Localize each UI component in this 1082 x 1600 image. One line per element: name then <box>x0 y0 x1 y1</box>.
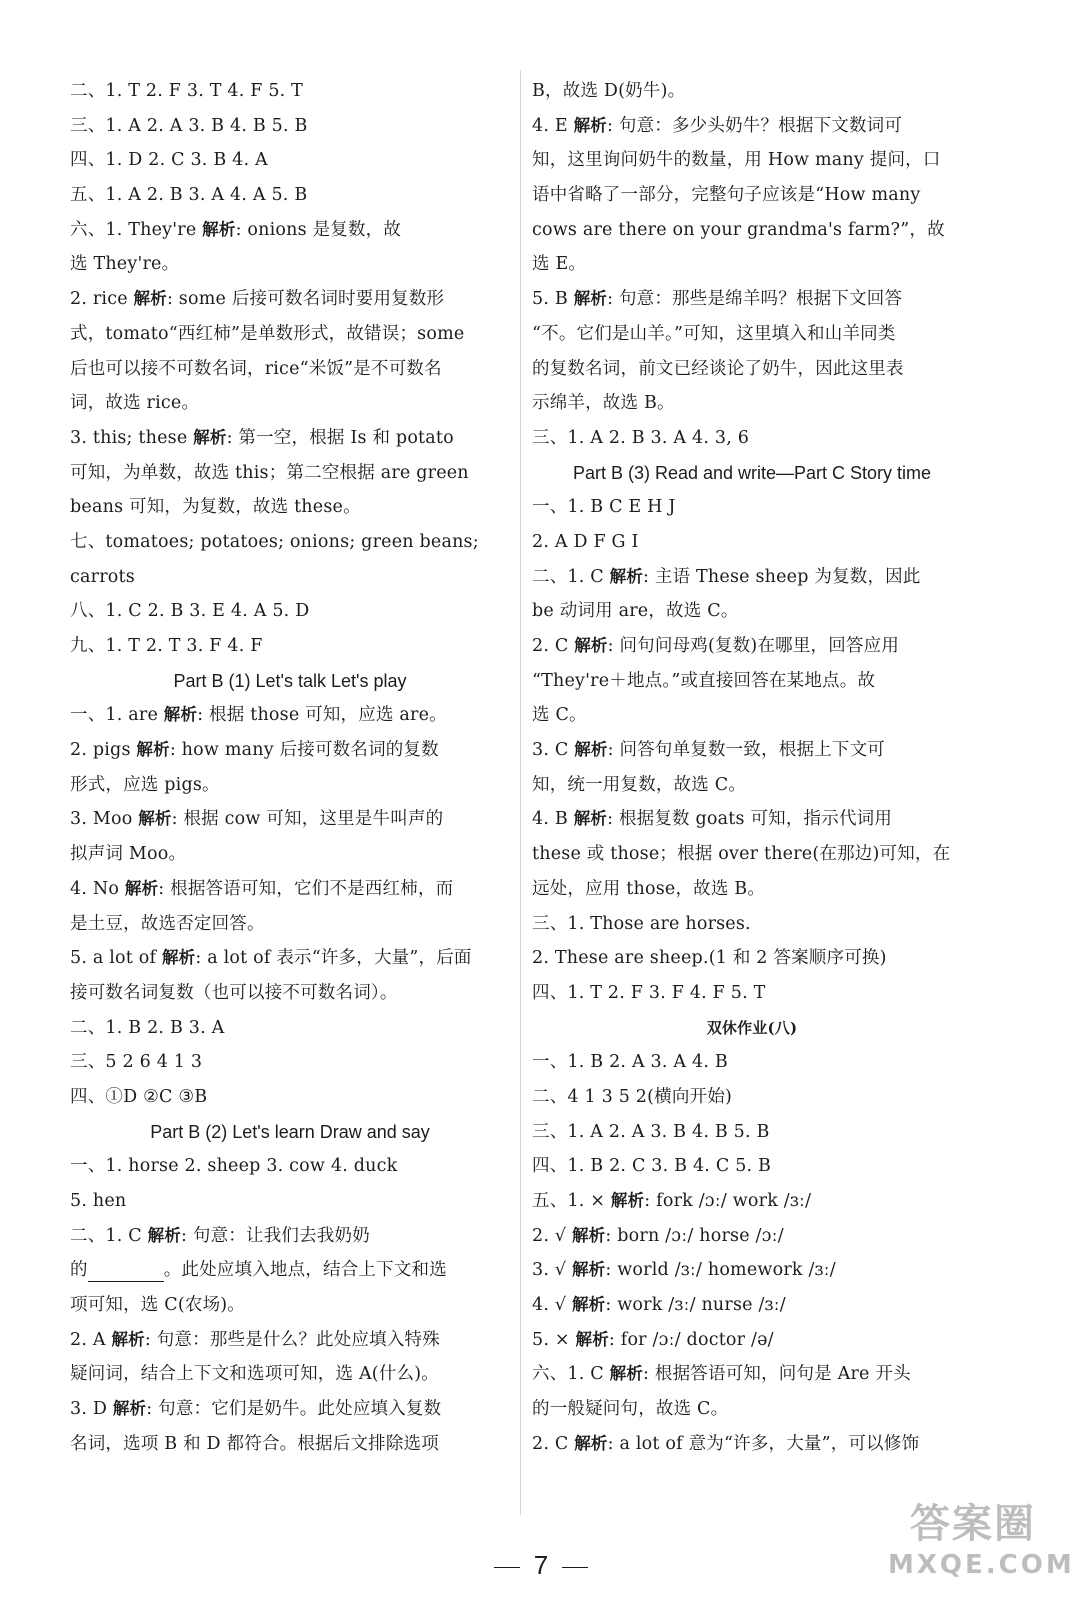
answer-line <box>532 1219 972 1254</box>
analysis-text: : 句意：那些是什么？此处应填入特殊 <box>144 1329 440 1350</box>
answer-line: 2. These are sheep.(1 和 2 答案顺序可换) <box>532 948 887 969</box>
answer-text: 4. No <box>70 878 125 899</box>
answer-text: 二、1. C <box>532 566 610 587</box>
answer-line: 三、1. Those are horses. <box>532 913 751 934</box>
answer-line: B，故选 D(奶牛)。 <box>532 81 686 101</box>
answer-line: 八、1. C 2. B 3. E 4. A 5. D <box>70 601 310 622</box>
answer-line: 选 E。 <box>532 254 587 275</box>
analysis-text: : how many 后接可数名词的复数 <box>169 740 439 761</box>
answer-line <box>70 421 510 456</box>
answer-line: 的复数名词，前文已经谈论了奶牛，因此这里表 <box>532 358 904 379</box>
answer-text: 2. pigs <box>70 740 137 761</box>
answer-text: 3. C <box>532 740 575 761</box>
answer-line <box>532 1427 972 1462</box>
answer-line <box>532 282 972 317</box>
answer-text: 2. A <box>70 1329 112 1350</box>
answer-line: 的一般疑问句，故选 C。 <box>532 1399 729 1420</box>
answer-line: 一、1. B C E H J <box>532 497 676 518</box>
answer-line <box>70 213 510 248</box>
answer-line: 四、①D ②C ③B <box>70 1086 208 1107</box>
analysis-text: : onions 是复数，故 <box>235 219 402 240</box>
answer-line: cows are there on your grandma's farm?”，故 <box>532 219 945 240</box>
answer-line: 2. A D F G I <box>532 531 639 552</box>
answer-line <box>532 1323 972 1358</box>
answer-line: 四、1. D 2. C 3. B 4. A <box>70 150 268 171</box>
answer-text: 一、1. are <box>70 705 164 726</box>
answer-line: 项可知，选 C(农场)。 <box>70 1295 246 1316</box>
analysis-label: 解析 <box>571 1260 606 1280</box>
answer-line <box>70 941 510 976</box>
analysis-label: 解析 <box>573 809 608 829</box>
answer-line: 词，故选 rice。 <box>70 393 200 414</box>
analysis-label: 解析 <box>573 289 608 309</box>
answer-line <box>532 629 972 664</box>
answer-line: 三、1. A 2. A 3. B 4. B 5. B <box>532 1121 770 1142</box>
answer-line <box>532 802 972 837</box>
answer-text: 4. E <box>532 115 574 136</box>
analysis-text: : a lot of 意为“许多，大量”，可以修饰 <box>607 1433 920 1454</box>
analysis-text: : work /ɜː/ nurse /ɜː/ <box>605 1295 786 1316</box>
section-heading: Part B (3) Read and write—Part C Story time <box>572 462 932 483</box>
answer-line: “不。它们是山羊。”可知，这里填入和山羊同类 <box>532 323 896 344</box>
answer-line: 五、1. A 2. B 3. A 4. A 5. B <box>70 185 308 206</box>
column-divider <box>520 70 521 1515</box>
right-column <box>532 74 972 1462</box>
answer-line: 选 C。 <box>532 705 587 726</box>
analysis-label: 解析 <box>136 740 170 760</box>
analysis-text: : 问答句单复数一致，根据上下文可 <box>607 740 885 761</box>
answer-line <box>532 1357 972 1392</box>
analysis-label: 解析 <box>609 566 644 586</box>
analysis-label: 解析 <box>193 427 227 447</box>
analysis-text: : world /ɜː/ homework /ɜː/ <box>605 1260 836 1281</box>
answer-line: 二、1. B 2. B 3. A <box>70 1017 225 1038</box>
answer-line <box>532 109 972 144</box>
answer-line <box>532 1184 972 1219</box>
answer-text: 3. this; these <box>70 427 194 448</box>
analysis-label: 解析 <box>133 289 167 309</box>
answer-line <box>70 1392 510 1427</box>
answer-line <box>532 1288 972 1323</box>
section-heading: 双休作业(八) <box>706 1018 798 1037</box>
answer-text: 六、1. They're <box>70 219 203 240</box>
answer-line <box>70 282 510 317</box>
analysis-label: 解析 <box>573 115 608 135</box>
answer-line: 后也可以接不可数名词，rice“米饭”是不可数名 <box>70 358 442 379</box>
answer-text: 3. Moo <box>70 809 139 830</box>
page-number: 7 <box>533 1550 549 1580</box>
answer-line <box>70 1253 510 1288</box>
answer-line: 四、1. B 2. C 3. B 4. C 5. B <box>532 1156 772 1177</box>
answer-line <box>70 802 510 837</box>
watermark-bottom-text: MXQE.COM <box>888 1550 1075 1580</box>
analysis-label: 解析 <box>161 948 196 968</box>
analysis-label: 解析 <box>571 1295 606 1315</box>
answer-line <box>70 1219 510 1254</box>
answer-line: beans 可知，为复数，故选 these。 <box>70 497 361 518</box>
analysis-label: 解析 <box>571 1225 606 1245</box>
answer-text: 3. √ <box>532 1260 572 1281</box>
answer-line: 九、1. T 2. T 3. F 4. F <box>70 636 263 656</box>
analysis-text: : 句意：让我们去我奶奶 <box>181 1225 370 1246</box>
answer-text: 二、1. C <box>70 1225 148 1246</box>
watermark-logo <box>888 1500 1075 1590</box>
answer-line: these 或 those；根据 over there(在那边)可知，在 <box>532 844 951 865</box>
analysis-text: : 句意：那些是绵羊吗？根据下文回答 <box>607 289 903 310</box>
section-heading: Part B (2) Let's learn Draw and say <box>150 1121 430 1142</box>
answer-text: 2. C <box>532 636 575 656</box>
analysis-text: : 根据复数 goats 可知，指示代词用 <box>607 809 893 830</box>
footer-dash-right <box>562 1567 588 1568</box>
answer-line: 七、tomatoes; potatoes; onions; green beans; <box>70 531 479 552</box>
analysis-text: : 根据 cow 可知，这里是牛叫声的 <box>171 809 444 830</box>
answer-line: 选 They're。 <box>70 254 180 275</box>
answer-line: be 动词用 are，故选 C。 <box>532 601 739 622</box>
analysis-text: : 句意：多少头奶牛？根据下文数词可 <box>607 115 903 136</box>
analysis-label: 解析 <box>574 1433 608 1453</box>
answer-line: 示绵羊，故选 B。 <box>532 393 675 414</box>
answer-text: 5. × <box>532 1329 576 1350</box>
analysis-text: : some 后接可数名词时要用复数形 <box>166 289 445 310</box>
answer-line: 式，tomato“西红柿”是单数形式，故错误；some <box>70 323 465 344</box>
analysis-label: 解析 <box>124 878 159 898</box>
section-heading: Part B (1) Let's talk Let's play <box>173 670 407 691</box>
analysis-label: 解析 <box>610 1191 645 1210</box>
analysis-label: 解析 <box>202 219 236 239</box>
analysis-label: 解析 <box>609 1364 644 1384</box>
answer-line: 接可数名词复数（也可以接不可数名词）。 <box>70 982 398 1003</box>
answer-line: 是土豆，故选否定回答。 <box>70 913 265 934</box>
answer-line: 三、1. A 2. B 3. A 4. 3, 6 <box>532 427 750 448</box>
analysis-label: 解析 <box>112 1399 147 1419</box>
analysis-label: 解析 <box>147 1225 182 1245</box>
answer-text: 4. √ <box>532 1295 572 1316</box>
answer-text: 2. √ <box>532 1225 572 1246</box>
answer-line: 拟声词 Moo。 <box>70 844 187 865</box>
answer-line: 语中省略了一部分，完整句子应该是“How many <box>532 185 921 206</box>
answer-line: 知，这里询问奶牛的数量，用 How many 提问，口 <box>532 150 941 171</box>
analysis-text: : a lot of 表示“许多，大量”，后面 <box>195 948 472 969</box>
analysis-label: 解析 <box>138 809 172 829</box>
answer-text: 2. rice <box>70 289 134 310</box>
answer-line: 疑问词，结合上下文和选项可知，选 A(什么)。 <box>70 1364 439 1385</box>
answer-line: 四、1. T 2. F 3. F 4. F 5. T <box>532 982 766 1003</box>
answer-line: 一、1. horse 2. sheep 3. cow 4. duck <box>70 1156 398 1177</box>
answer-line: carrots <box>70 566 135 587</box>
answer-line: 5. hen <box>70 1191 127 1211</box>
analysis-text: : 主语 These sheep 为复数，因此 <box>643 566 921 587</box>
analysis-text: : 根据答语可知，它们不是西红柿，而 <box>158 878 454 899</box>
answer-text: 五、1. × <box>532 1191 611 1211</box>
answer-text: 5. B <box>532 289 574 310</box>
fill-in-blank <box>88 1259 164 1282</box>
answer-line <box>70 698 510 733</box>
answer-text: 3. D <box>70 1399 113 1420</box>
answer-text: 4. B <box>532 809 574 830</box>
answer-line: 知，统一用复数，故选 C。 <box>532 774 747 795</box>
answer-line <box>532 1253 972 1288</box>
analysis-label: 解析 <box>574 740 608 760</box>
analysis-text: : for /ɔː/ doctor /ə/ <box>608 1329 774 1350</box>
analysis-text: : 根据答语可知，问句是 Are 开头 <box>643 1364 911 1385</box>
answer-line: 二、1. T 2. F 3. T 4. F 5. T <box>70 81 304 101</box>
answer-text: 2. C <box>532 1433 575 1454</box>
analysis-label: 解析 <box>163 705 198 725</box>
answer-text: 5. a lot of <box>70 948 162 969</box>
answer-line <box>70 733 510 768</box>
answer-line: 远处，应用 those，故选 B。 <box>532 878 766 899</box>
answer-line: 一、1. B 2. A 3. A 4. B <box>532 1052 728 1073</box>
analysis-text: : 问句问母鸡(复数)在哪里，回答应用 <box>607 636 900 656</box>
answer-line <box>70 1323 510 1358</box>
analysis-text: : 根据 those 可知，应选 are。 <box>197 705 447 726</box>
analysis-text: : 句意：它们是奶牛。此处应填入复数 <box>146 1399 442 1420</box>
answer-line <box>532 733 972 768</box>
answer-text: 六、1. C <box>532 1364 610 1385</box>
analysis-text: : born /ɔː/ horse /ɔː/ <box>605 1225 784 1246</box>
answer-line: “They're＋地点。”或直接回答在某地点。故 <box>532 670 876 691</box>
answer-line <box>70 872 510 907</box>
analysis-label: 解析 <box>575 1329 609 1349</box>
analysis-label: 解析 <box>574 636 608 655</box>
analysis-text: : fork /ɔː/ work /ɜː/ <box>644 1191 812 1211</box>
answer-line: 三、1. A 2. A 3. B 4. B 5. B <box>70 115 308 136</box>
watermark-top-text: 答案圈 <box>910 1501 1036 1547</box>
analysis-label: 解析 <box>111 1329 145 1349</box>
answer-line: 名词，选项 B 和 D 都符合。根据后文排除选项 <box>70 1433 439 1454</box>
analysis-text: 。此处应填入地点，结合上下文和选 <box>163 1260 447 1281</box>
answer-line <box>532 560 972 595</box>
analysis-text: : 第一空，根据 Is 和 potato <box>226 427 454 448</box>
answer-line: 二、4 1 3 5 2(横向开始) <box>532 1086 732 1107</box>
answer-line: 可知，为单数，故选 this；第二空根据 are green <box>70 462 469 483</box>
footer-dash-left <box>494 1567 520 1568</box>
answer-line: 形式，应选 pigs。 <box>70 774 220 795</box>
left-column <box>70 74 510 1462</box>
answer-line: 三、5 2 6 4 1 3 <box>70 1052 203 1073</box>
answer-text: 的 <box>70 1260 88 1281</box>
